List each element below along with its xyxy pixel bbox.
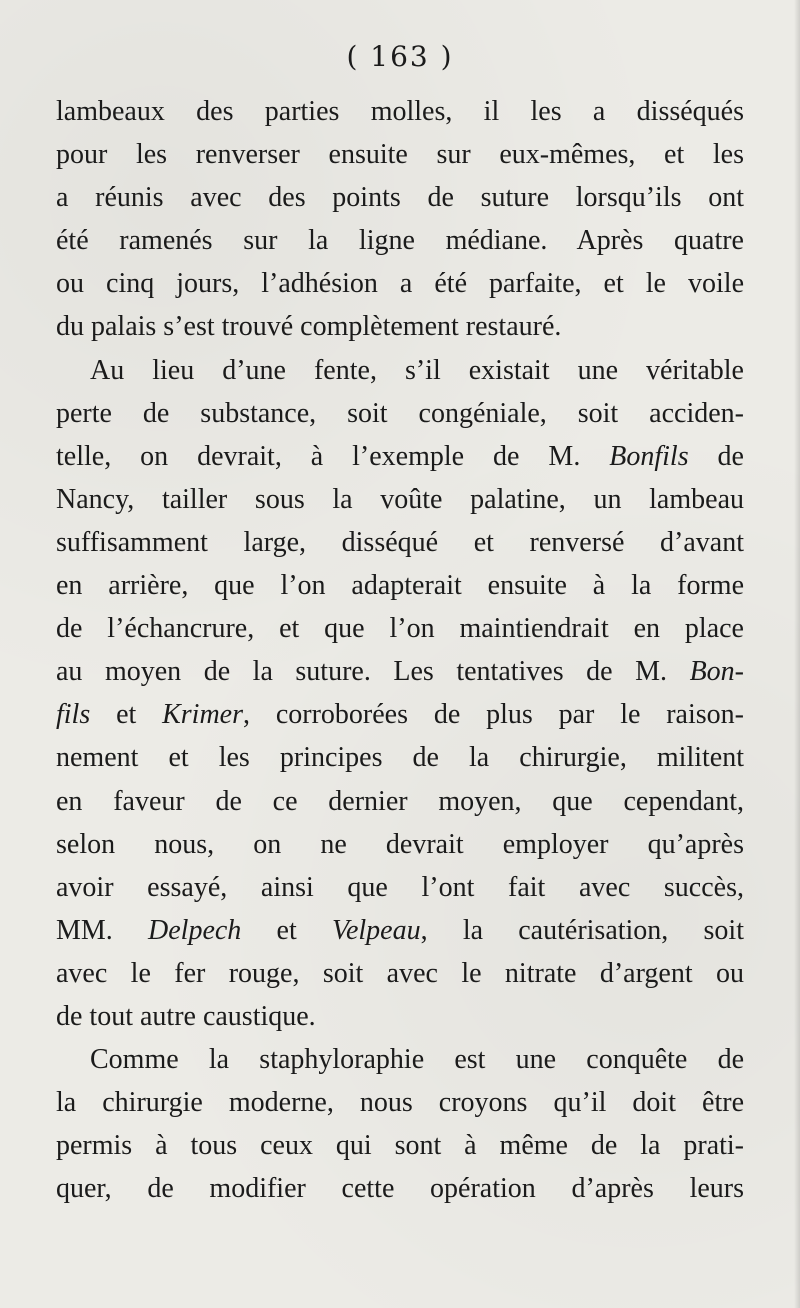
body-text <box>56 90 744 1210</box>
paragraph-1 <box>56 90 744 349</box>
text-segment: , la cautérisation, soit <box>420 914 744 946</box>
text-line: de l’échancrure, et que l’on maintiendrait en place <box>56 613 744 645</box>
text-line: permis à tous ceux qui sont à même de la prati- <box>56 1130 744 1162</box>
italic-name: Velpeau <box>331 914 421 946</box>
text-segment: et <box>90 699 163 731</box>
paragraph-3 <box>56 1038 744 1210</box>
paragraph-2 <box>56 349 744 1039</box>
text-line: lambeaux des parties molles, il les a disséqués <box>56 96 744 127</box>
italic-name: Bonfils <box>609 440 689 472</box>
text-segment: MM. <box>56 914 149 946</box>
italic-name: Krimer <box>162 699 244 731</box>
text-line: Comme la staphyloraphie est une conquête de <box>90 1044 744 1076</box>
text-line: pour les renverser ensuite sur eux-mêmes, et les <box>56 139 744 171</box>
italic-name: fils <box>56 699 91 731</box>
text-line: avec le fer rouge, soit avec le nitrate d’argent ou <box>56 957 744 989</box>
text-line: quer, de modifier cette opération d’après leurs <box>56 1173 744 1205</box>
text-segment: , corroborées de plus par le raison- <box>243 699 744 731</box>
text-line: en arrière, que l’on adapterait ensuite à la forme <box>56 570 744 602</box>
text-line <box>56 693 744 736</box>
text-line: de tout autre caustique. <box>56 1000 316 1032</box>
text-line: été ramenés sur la ligne médiane. Après quatre <box>56 225 744 257</box>
text-line: suffisamment large, disséqué et renversé d’avant <box>56 526 744 558</box>
italic-name: Bon- <box>689 656 744 688</box>
text-line <box>56 435 744 478</box>
text-line: avoir essayé, ainsi que l’ont fait avec succès, <box>56 871 744 903</box>
page-edge-shadow <box>794 0 800 1308</box>
text-line: a réunis avec des points de suture lorsqu’ils ont <box>56 182 744 214</box>
text-segment: telle, on devrait, à l’exemple de M. <box>56 440 610 472</box>
text-line: Au lieu d’une fente, s’il existait une véritable <box>90 354 744 386</box>
text-line: Nancy, tailler sous la voûte palatine, un lambeau <box>56 483 744 515</box>
text-line: perte de substance, soit congéniale, soit acciden- <box>56 397 744 429</box>
text-line: ou cinq jours, l’adhésion a été parfaite, et le voile <box>56 268 744 300</box>
text-segment: au moyen de la suture. Les tentatives de M. <box>56 656 690 688</box>
text-segment: et <box>241 914 332 946</box>
text-line: en faveur de ce dernier moyen, que cependant, <box>56 785 744 817</box>
text-line: la chirurgie moderne, nous croyons qu’il doit être <box>56 1087 744 1119</box>
text-segment: de <box>688 440 744 472</box>
text-line <box>56 650 744 693</box>
text-line: selon nous, on ne devrait employer qu’après <box>56 828 744 860</box>
page-number: ( 163 ) <box>346 40 454 73</box>
text-line: du palais s’est trouvé complètement restauré. <box>56 311 562 343</box>
italic-name: Delpech <box>148 914 242 946</box>
text-line: nement et les principes de la chirurgie, militent <box>56 742 744 774</box>
text-line <box>56 909 744 952</box>
